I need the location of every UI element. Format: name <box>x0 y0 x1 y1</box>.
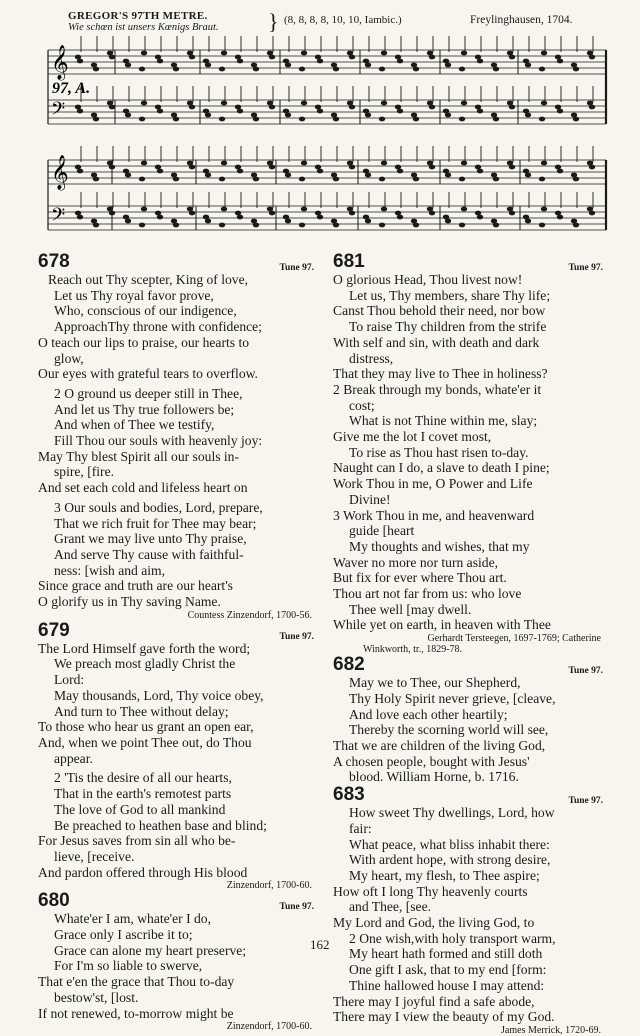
hymn-line: Thou art not far from us: who love <box>333 586 522 602</box>
hymn-line: Grace can alone my heart preserve; <box>54 942 247 958</box>
hymn-line: 2 O ground us deeper still in Thee, <box>54 385 243 401</box>
note-head <box>379 223 385 228</box>
hymn-number: 678 <box>38 251 70 272</box>
hymn-line: Naught can I do, a slave to death I pine; <box>333 460 550 476</box>
note-head <box>333 223 339 228</box>
note-head <box>139 177 145 182</box>
hymn-line: For I'm so liable to swerve, <box>54 958 203 974</box>
hymn-line: For Jesus saves from sin all who be- <box>38 833 236 849</box>
note-head <box>333 117 339 122</box>
hymn-header <box>333 252 609 272</box>
hymn-header <box>38 891 320 911</box>
note-head <box>525 219 531 224</box>
note-head <box>299 117 305 122</box>
note-head <box>93 223 99 228</box>
note-head <box>205 113 211 118</box>
hymn-line: Let us, Thy members, share Thy life; <box>349 287 551 303</box>
note-head <box>477 169 483 174</box>
note-head <box>525 113 531 118</box>
note-head <box>573 177 579 182</box>
hymn-line: blood. William Horne, b. 1716. <box>349 769 519 785</box>
treble-clef-icon: 𝄞 <box>51 155 69 190</box>
note-head <box>461 51 467 56</box>
note-head <box>539 117 545 122</box>
note-head <box>413 223 419 228</box>
note-head <box>509 105 515 110</box>
note-head <box>125 63 131 68</box>
note-head <box>93 177 99 182</box>
note-head <box>349 211 355 216</box>
hymn-line: That we are children of the living God, <box>333 737 546 753</box>
hymn-line: May thousands, Lord, Thy voice obey, <box>54 687 264 703</box>
hymn-line: Fill Thou our souls with heavenly joy: <box>54 433 263 449</box>
right-column <box>333 252 609 1036</box>
hymn-number: 679 <box>38 619 70 641</box>
tune-reference: Tune 97. <box>279 902 314 913</box>
hymn-line: And let us Thy true followers be; <box>54 401 235 417</box>
note-head <box>429 211 435 216</box>
composer: Freylinghausen, 1704. <box>470 14 573 26</box>
tune-reference: Tune 97. <box>568 666 603 677</box>
note-head <box>139 117 145 122</box>
note-head <box>269 165 275 170</box>
hymn-line: O glorify us in Thy saving Name. <box>38 594 221 610</box>
attribution: Gerhardt Tersteegen, 1697-1769; Catherine <box>427 633 601 645</box>
hymn-line: What is not Thine within me, slay; <box>349 413 538 429</box>
tune-reference: Tune 97. <box>568 263 603 273</box>
note-head <box>205 219 211 224</box>
note-head <box>299 177 305 182</box>
hymn-line: Who, conscious of our indigence, <box>54 303 237 319</box>
note-head <box>109 165 115 170</box>
note-head <box>109 211 115 216</box>
note-head <box>253 67 259 72</box>
hymn-line: We preach most gladly Christ the <box>54 656 236 672</box>
note-head <box>301 101 307 106</box>
note-head <box>221 101 227 106</box>
hymn-line: guide [heart <box>349 523 415 539</box>
note-head <box>141 101 147 106</box>
note-head <box>237 59 243 64</box>
note-head <box>269 211 275 216</box>
note-head <box>445 63 451 68</box>
hymn-line: One gift I ask, that to my end [form: <box>349 962 547 978</box>
hymn-line: Canst Thou behold their need, nor bow <box>333 303 546 319</box>
note-head <box>77 169 83 174</box>
hymn-line: A chosen people, bought with Jesus' <box>333 753 530 769</box>
bass-clef-icon: 𝄢 <box>51 99 66 124</box>
note-head <box>173 117 179 122</box>
note-head <box>301 51 307 56</box>
hymn-line: bestow'st, [lost. <box>54 989 139 1005</box>
note-head <box>93 117 99 122</box>
hymn-line: And, when we point Thee out, do Thou <box>38 734 252 750</box>
hymn-header <box>38 252 320 272</box>
hymn-line: 2 'Tis the desire of all our hearts, <box>54 770 232 786</box>
note-head <box>253 117 259 122</box>
hymn-line: ApproachThy throne with confidence; <box>54 319 262 335</box>
note-head <box>525 173 531 178</box>
note-head <box>461 161 467 166</box>
note-head <box>573 117 579 122</box>
hymn-line: Lord: <box>54 672 85 688</box>
note-head <box>397 109 403 114</box>
hymn-number: 683 <box>333 784 365 806</box>
note-head <box>493 177 499 182</box>
hymn-line: Thine hallowed house I may attend: <box>349 977 545 993</box>
note-head <box>253 177 259 182</box>
note-head <box>541 51 547 56</box>
note-head <box>333 177 339 182</box>
note-head <box>557 109 563 114</box>
note-head <box>299 223 305 228</box>
note-head <box>477 59 483 64</box>
note-head <box>493 223 499 228</box>
note-head <box>221 207 227 212</box>
hymn-line: And turn to Thee without delay; <box>54 703 229 719</box>
note-head <box>459 177 465 182</box>
hymn-line: Give me the lot I covet most, <box>333 429 492 445</box>
hymn-line: That in the earth's remotest parts <box>54 786 232 802</box>
hymn-line: With ardent hope, with strong desire, <box>349 852 551 868</box>
note-head <box>459 223 465 228</box>
hymn-line: And set each cold and lifeless heart on <box>38 480 248 496</box>
note-head <box>285 219 291 224</box>
hymn-line: Grant we may live unto Thy praise, <box>54 531 247 547</box>
note-head <box>189 211 195 216</box>
note-head <box>205 173 211 178</box>
hymn-number: 681 <box>333 251 365 272</box>
tune-reference: Tune 97. <box>568 796 603 807</box>
page-number: 162 <box>310 937 330 952</box>
note-head <box>157 59 163 64</box>
hymn-line: And pardon offered through His blood <box>38 864 248 880</box>
note-head <box>125 219 131 224</box>
note-head <box>317 109 323 114</box>
note-head <box>333 67 339 72</box>
note-head <box>397 169 403 174</box>
hymn-line: How oft I long Thy heavenly courts <box>333 883 528 899</box>
hymn-line: That they may live to Thee in holiness? <box>333 366 548 382</box>
hymn-line: There may I view the beauty of my God. <box>333 1009 555 1025</box>
note-head <box>219 117 225 122</box>
note-head <box>269 55 275 60</box>
left-column <box>38 252 320 1032</box>
music-score <box>0 0 640 250</box>
hymn-line: Thy Holy Spirit never grieve, [cleave, <box>349 690 556 706</box>
note-head <box>301 161 307 166</box>
note-head <box>461 101 467 106</box>
hymn-line: glow, <box>54 350 84 366</box>
hymn-header <box>333 785 609 805</box>
note-head <box>379 177 385 182</box>
hymn-line: Work Thou in me, O Power and Life <box>333 476 533 492</box>
attribution-line-2: Winkworth, tr., 1829-78. <box>363 644 463 656</box>
note-head <box>541 161 547 166</box>
note-head <box>461 207 467 212</box>
treble-clef-icon: 𝄞 <box>51 45 69 80</box>
hymn-line: That we rich fruit for Thee may bear; <box>54 515 257 531</box>
note-head <box>445 219 451 224</box>
note-head <box>379 67 385 72</box>
hymn-line: Be preached to heathen base and blind; <box>54 817 267 833</box>
tune-subtitle: Wie schœn ist unsers Kœnigs Braut. <box>68 22 219 33</box>
tune-reference: Tune 97. <box>279 631 314 642</box>
hymn-line: And serve Thy cause with faithful- <box>54 546 244 562</box>
brace-glyph: } <box>268 9 279 34</box>
note-head <box>285 63 291 68</box>
note-head <box>509 55 515 60</box>
hymn-line: May Thy blest Spirit all our souls in- <box>38 448 240 464</box>
note-head <box>381 51 387 56</box>
note-head <box>459 67 465 72</box>
note-head <box>189 55 195 60</box>
hymn-line: To raise Thy children from the strife <box>349 319 547 335</box>
note-head <box>365 173 371 178</box>
note-head <box>157 109 163 114</box>
hymn-line: Reach out Thy scepter, King of love, <box>48 272 249 287</box>
hymn-line: Thereby the scorning world will see, <box>349 722 549 738</box>
note-head <box>381 207 387 212</box>
hymn-line: lieve, [receive. <box>54 848 135 864</box>
note-head <box>285 113 291 118</box>
note-head <box>317 59 323 64</box>
hymn-line: The Lord Himself gave forth the word; <box>38 640 251 656</box>
hymn-line: To rise as Thou hast risen to-day. <box>349 444 529 460</box>
hymn-line: spire, [fire. <box>54 464 115 480</box>
note-head <box>125 173 131 178</box>
hymn-line: My Lord and God, the living God, to <box>333 915 535 931</box>
note-head <box>589 211 595 216</box>
tune-reference: Tune 97. <box>279 263 314 273</box>
note-head <box>429 105 435 110</box>
note-head <box>509 211 515 216</box>
note-head <box>365 63 371 68</box>
hymn-line: Whate'er I am, whate'er I do, <box>54 911 211 927</box>
note-head <box>141 161 147 166</box>
note-head <box>381 101 387 106</box>
note-head <box>219 67 225 72</box>
note-head <box>77 215 83 220</box>
note-head <box>173 223 179 228</box>
hymn-line: Divine! <box>349 491 391 507</box>
note-head <box>445 173 451 178</box>
note-head <box>459 117 465 122</box>
note-head <box>317 169 323 174</box>
note-head <box>253 223 259 228</box>
hymn-line: and Thee, [see. <box>349 899 432 915</box>
hymn-line: What peace, what bliss inhabit there: <box>349 836 550 852</box>
note-head <box>541 207 547 212</box>
note-head <box>221 161 227 166</box>
attribution: Zinzendorf, 1700-60. <box>226 1021 312 1033</box>
hymn-line: May we to Thee, our Shepherd, <box>349 675 521 691</box>
note-head <box>589 165 595 170</box>
note-head <box>539 223 545 228</box>
note-head <box>539 67 545 72</box>
bass-clef-icon: 𝄢 <box>51 205 66 230</box>
hymn-line: While yet on earth, in heaven with Thee <box>333 617 551 633</box>
hymn-line: cost; <box>349 397 375 413</box>
hymn-line: My heart hath formed and still doth <box>349 946 543 962</box>
hymn-line: 2 Break through my bonds, whate'er it <box>333 381 542 397</box>
note-head <box>573 67 579 72</box>
hymn-number: 680 <box>38 890 70 912</box>
note-head <box>413 177 419 182</box>
hymn-line: Grace only I ascribe it to; <box>54 927 193 943</box>
hymn-line: O glorious Head, Thou livest now! <box>333 272 523 287</box>
hymn-header <box>333 655 609 675</box>
note-head <box>349 105 355 110</box>
note-head <box>557 59 563 64</box>
note-head <box>299 67 305 72</box>
note-head <box>509 165 515 170</box>
note-head <box>139 223 145 228</box>
hymn-line: If not renewed, to-morrow might be <box>38 1005 234 1021</box>
note-head <box>77 59 83 64</box>
attribution: Zinzendorf, 1700-60. <box>226 880 312 892</box>
note-head <box>157 215 163 220</box>
hymn-line: Our eyes with grateful tears to overflow. <box>38 366 258 382</box>
note-head <box>589 55 595 60</box>
note-head <box>493 67 499 72</box>
note-head <box>429 55 435 60</box>
note-head <box>125 113 131 118</box>
note-head <box>173 177 179 182</box>
note-head <box>141 207 147 212</box>
hymn-line: 3 Our souls and bodies, Lord, prepare, <box>54 499 263 515</box>
note-head <box>157 169 163 174</box>
note-head <box>445 113 451 118</box>
note-head <box>493 117 499 122</box>
attribution: Countess Zinzendorf, 1700-56. <box>187 609 312 621</box>
note-head <box>525 63 531 68</box>
note-head <box>557 215 563 220</box>
hymn-line: And when of Thee we testify, <box>54 417 215 433</box>
hymn-line: The love of God to all mankind <box>54 801 226 817</box>
staff-lines <box>48 50 606 230</box>
note-head <box>413 117 419 122</box>
note-head <box>477 215 483 220</box>
hymn-line: Waver no more nor turn aside, <box>333 554 498 570</box>
note-head <box>93 67 99 72</box>
hymn-number: 682 <box>333 654 365 676</box>
hymn-line: There may I joyful find a safe abode, <box>333 993 535 1009</box>
hymn-line: Let us Thy royal favor prove, <box>54 287 214 303</box>
hymn-line: My thoughts and wishes, that my <box>349 538 530 554</box>
note-head <box>477 109 483 114</box>
hymn-line: My heart, my flesh, to Thee aspire; <box>349 867 540 883</box>
hymn-line: O teach our lips to praise, our hearts to <box>38 334 250 350</box>
note-head <box>573 223 579 228</box>
note-head <box>397 215 403 220</box>
tune-name: GREGOR'S 97TH METRE. <box>68 10 208 22</box>
note-head <box>77 109 83 114</box>
note-head <box>139 67 145 72</box>
note-head <box>365 113 371 118</box>
hymn-line: 3 Work Thou in me, and heavenward <box>333 507 535 523</box>
note-head <box>379 117 385 122</box>
hymn-line: appear. <box>54 750 93 766</box>
tune-label: 97, A. <box>52 80 91 97</box>
hymn-line: But fix for ever where Thou art. <box>333 570 507 586</box>
hymn-line: That e'en the grace that Thou to-day <box>38 974 235 990</box>
hymn-line: distress, <box>349 350 394 366</box>
note-head <box>349 165 355 170</box>
hymn-line: To those who hear us grant an open ear, <box>38 719 254 735</box>
note-head <box>189 105 195 110</box>
note-head <box>189 165 195 170</box>
note-head <box>285 173 291 178</box>
hymn-line: fair: <box>349 820 372 836</box>
hymn-line: How sweet Thy dwellings, Lord, how <box>349 805 555 821</box>
notes <box>51 36 595 230</box>
hymn-line: Since grace and truth are our heart's <box>38 578 233 594</box>
note-head <box>539 177 545 182</box>
note-head <box>221 51 227 56</box>
hymn-line: ness: [wish and aim, <box>54 562 166 578</box>
note-head <box>365 219 371 224</box>
hymn-line: 2 One wish,with holy transport warm, <box>349 930 556 946</box>
note-head <box>109 105 115 110</box>
note-head <box>219 177 225 182</box>
hymn-line: Thee well [may dwell. <box>349 601 472 617</box>
note-head <box>541 101 547 106</box>
hymn-line: With self and sin, with death and dark <box>333 334 540 350</box>
note-head <box>205 63 211 68</box>
note-head <box>413 67 419 72</box>
note-head <box>589 105 595 110</box>
attribution: James Merrick, 1720-69. <box>501 1024 601 1036</box>
note-head <box>237 169 243 174</box>
note-head <box>397 59 403 64</box>
note-head <box>349 55 355 60</box>
note-head <box>141 51 147 56</box>
note-head <box>557 169 563 174</box>
hymn-header <box>38 621 320 641</box>
note-head <box>219 223 225 228</box>
note-head <box>301 207 307 212</box>
note-head <box>237 109 243 114</box>
note-head <box>109 55 115 60</box>
hymn-line: And love each other heartily; <box>349 706 508 722</box>
note-head <box>237 215 243 220</box>
meter: (8, 8, 8, 8, 10, 10, Iambic.) <box>284 14 402 26</box>
note-head <box>429 165 435 170</box>
note-head <box>317 215 323 220</box>
note-head <box>269 105 275 110</box>
note-head <box>173 67 179 72</box>
note-head <box>381 161 387 166</box>
